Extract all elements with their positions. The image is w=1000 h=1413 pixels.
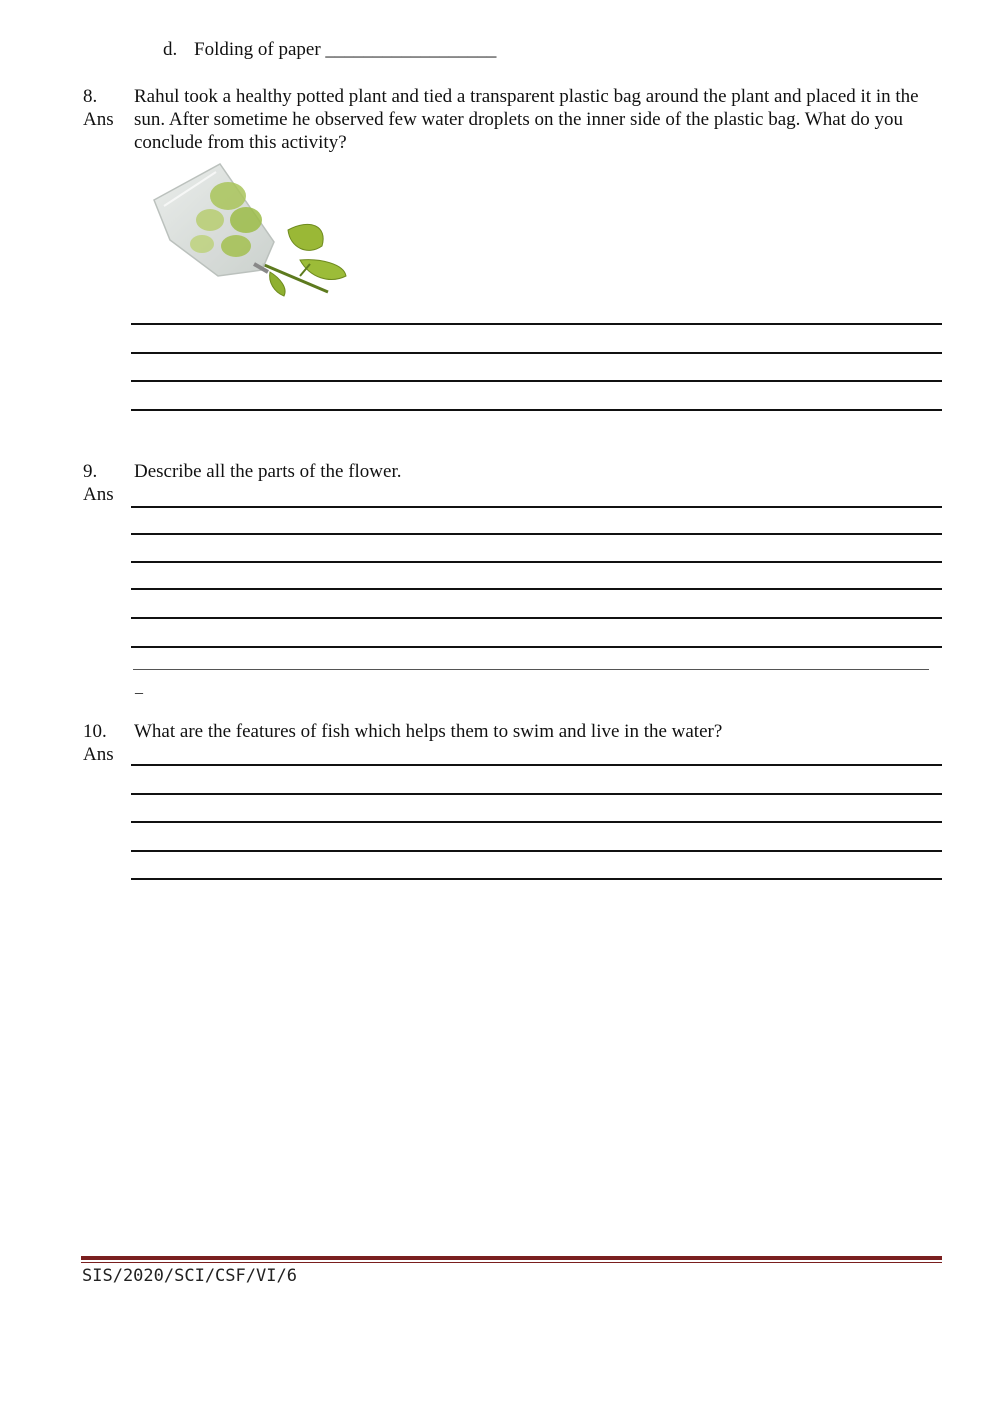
q9-number: 9. bbox=[83, 461, 98, 482]
q8-answer-line[interactable] bbox=[131, 352, 942, 354]
q10-question-text: What are the features of fish which helps them to swim and live in the water? bbox=[134, 721, 723, 742]
q10-answer-line[interactable] bbox=[131, 850, 942, 852]
q9-answer-line-thin[interactable] bbox=[133, 669, 929, 670]
q8-answer-line[interactable] bbox=[131, 323, 942, 325]
q9-answer-line[interactable] bbox=[131, 506, 942, 508]
q8-number: 8. bbox=[83, 86, 98, 107]
footer-border-thin bbox=[81, 1262, 942, 1263]
part-d-letter: d. bbox=[163, 39, 178, 60]
q9-answer-line[interactable] bbox=[131, 617, 942, 619]
q9-answer-line[interactable] bbox=[131, 588, 942, 590]
q10-answer-line[interactable] bbox=[131, 878, 942, 880]
q9-answer-line[interactable] bbox=[131, 646, 942, 648]
q8-answer-line[interactable] bbox=[131, 409, 942, 411]
q8-question-text: Rahul took a healthy potted plant and tied a transparent plastic bag around the plant and placed it in the sun. After sometime he observed few water droplets on the inner side of the plastic bag. What do you conclude from this activity? bbox=[134, 86, 919, 153]
q9-answer-line[interactable] bbox=[131, 561, 942, 563]
footer-border-thick bbox=[81, 1256, 942, 1260]
plant-in-plastic-bag-image bbox=[150, 160, 350, 300]
q10-answer-line[interactable] bbox=[131, 764, 942, 766]
q8-answer-line[interactable] bbox=[131, 380, 942, 382]
part-d-text: Folding of paper __________________ bbox=[194, 39, 497, 60]
q9-question-text: Describe all the parts of the flower. bbox=[134, 461, 402, 482]
q10-ans-label: Ans bbox=[83, 744, 114, 765]
q9-answer-line[interactable] bbox=[131, 533, 942, 535]
q10-number: 10. bbox=[83, 721, 107, 742]
q9-ans-label: Ans bbox=[83, 484, 114, 505]
q10-answer-line[interactable] bbox=[131, 793, 942, 795]
q10-answer-line[interactable] bbox=[131, 821, 942, 823]
footer-document-code: SIS/2020/SCI/CSF/VI/6 bbox=[82, 1266, 297, 1286]
q9-stray-underscore: _ bbox=[135, 679, 143, 696]
q8-ans-label: Ans bbox=[83, 109, 114, 130]
